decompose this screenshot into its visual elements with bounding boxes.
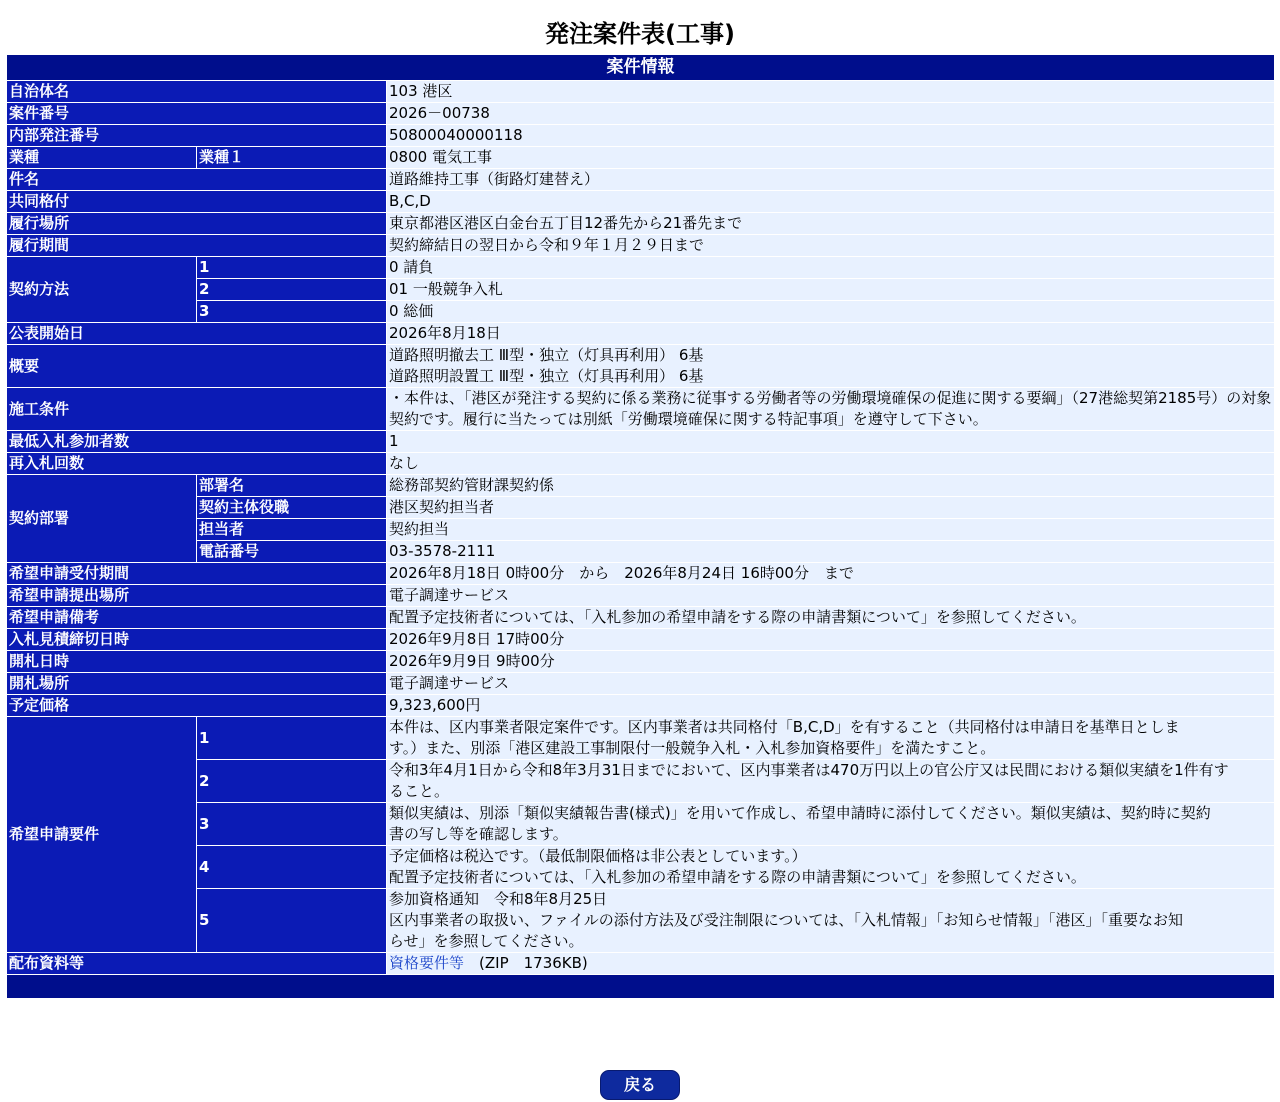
value-construction-conditions: ・本件は、「港区が発注する契約に係る業務に従事する労働者等の労働環境確保の促進に関する要綱」（27港総契第2185号）の対象契約です。履行に当たっては別紙「労働環境確保に関する特記事項」を遵守して下さい。 xyxy=(387,388,1275,431)
contract-dept-sublabel: 部署名 xyxy=(197,475,387,497)
label-municipality: 自治体名 xyxy=(7,81,387,103)
row-case-number xyxy=(7,103,1275,125)
row-location xyxy=(7,213,1275,235)
label-min-bidders: 最低入札参加者数 xyxy=(7,431,387,453)
label-opening-place: 開札場所 xyxy=(7,673,387,695)
row-min-bidders xyxy=(7,431,1275,453)
requirement-line: ること。 xyxy=(389,782,450,800)
contract-dept-value: 総務部契約管財課契約係 xyxy=(387,475,1275,497)
materials-file-info: (ZIP 1736KB) xyxy=(464,954,588,972)
label-estimated-price: 予定価格 xyxy=(7,695,387,717)
label-construction-conditions: 施工条件 xyxy=(7,388,387,431)
label-opening-datetime: 開札日時 xyxy=(7,651,387,673)
requirement-value xyxy=(387,803,1275,846)
value-publish-date: 2026年8月18日 xyxy=(387,323,1275,345)
row-contract-method-3 xyxy=(7,301,1275,323)
label-application-notes: 希望申請備考 xyxy=(7,607,387,629)
label-requirements: 希望申請要件 xyxy=(7,717,197,953)
requirement-line: 参加資格通知 令和8年8月25日 xyxy=(389,890,608,908)
row-application-period xyxy=(7,563,1275,585)
value-estimated-price: 9,323,600円 xyxy=(387,695,1275,717)
contract-dept-sublabel: 契約主体役職 xyxy=(197,497,387,519)
value-application-place: 電子調達サービス xyxy=(387,585,1275,607)
value-application-period: 2026年8月18日 0時00分 から 2026年8月24日 16時00分 まで xyxy=(387,563,1275,585)
value-case-number: 2026－00738 xyxy=(387,103,1275,125)
contract-dept-sublabel: 電話番号 xyxy=(197,541,387,563)
row-rebid-count xyxy=(7,453,1275,475)
requirement-no: 3 xyxy=(197,803,387,846)
case-info-table xyxy=(6,54,1275,999)
value-period: 契約締結日の翌日から令和９年１月２９日まで xyxy=(387,235,1275,257)
contract-method-no: 2 xyxy=(197,279,387,301)
sublabel-industry: 業種１ xyxy=(197,147,387,169)
label-internal-number: 内部発注番号 xyxy=(7,125,387,147)
section-title: 案件情報 xyxy=(7,55,1275,81)
requirement-no: 5 xyxy=(197,889,387,953)
requirement-no: 2 xyxy=(197,760,387,803)
value-rebid-count: なし xyxy=(387,453,1275,475)
requirement-line: 予定価格は税込です。（最低制限価格は非公表としています。） xyxy=(389,847,807,865)
label-rebid-count: 再入札回数 xyxy=(7,453,387,475)
requirement-line: 本件は、区内事業者限定案件です。区内事業者は共同格付「B,C,D」を有すること（共同格付は申請日を基準日としま xyxy=(389,718,1180,736)
label-materials: 配布資料等 xyxy=(7,953,387,975)
value-overview xyxy=(387,345,1275,388)
label-overview: 概要 xyxy=(7,345,387,388)
requirement-no: 1 xyxy=(197,717,387,760)
value-internal-number: 50800040000118 xyxy=(387,125,1275,147)
label-contract-dept: 契約部署 xyxy=(7,475,197,563)
value-opening-datetime: 2026年9月9日 9時00分 xyxy=(387,651,1275,673)
row-construction-conditions xyxy=(7,388,1275,431)
row-requirement-3 xyxy=(7,803,1275,846)
row-estimated-price xyxy=(7,695,1275,717)
contract-dept-value: 契約担当 xyxy=(387,519,1275,541)
contract-dept-value: 港区契約担当者 xyxy=(387,497,1275,519)
row-contract-method-2 xyxy=(7,279,1275,301)
row-bid-deadline xyxy=(7,629,1275,651)
requirement-line: 区内事業者の取扱い、ファイルの添付方法及び受注制限については、「入札情報」「お知らせ情報」「港区」「重要なお知 xyxy=(389,911,1183,929)
row-industry xyxy=(7,147,1275,169)
requirement-value xyxy=(387,717,1275,760)
label-industry: 業種 xyxy=(7,147,197,169)
requirement-line: 類似実績は、別添「類似実績報告書(様式)」を用いて作成し、希望申請時に添付してください。類似実績は、契約時に契約 xyxy=(389,804,1211,822)
row-subject xyxy=(7,169,1275,191)
label-period: 履行期間 xyxy=(7,235,387,257)
label-location: 履行場所 xyxy=(7,213,387,235)
overview-line: 道路照明設置工 Ⅲ型・独立（灯具再利用） 6基 xyxy=(389,367,704,385)
value-materials xyxy=(387,953,1275,975)
materials-download-link[interactable]: 資格要件等 xyxy=(389,954,465,972)
requirement-value xyxy=(387,760,1275,803)
row-contract-dept-2 xyxy=(7,497,1275,519)
contract-method-value: 0 請負 xyxy=(387,257,1275,279)
row-contract-dept-1 xyxy=(7,475,1275,497)
row-municipality xyxy=(7,81,1275,103)
contract-method-value: 01 一般競争入札 xyxy=(387,279,1275,301)
row-internal-number xyxy=(7,125,1275,147)
value-opening-place: 電子調達サービス xyxy=(387,673,1275,695)
row-overview xyxy=(7,345,1275,388)
row-opening-datetime xyxy=(7,651,1275,673)
row-contract-dept-4 xyxy=(7,541,1275,563)
row-requirement-4 xyxy=(7,846,1275,889)
back-button[interactable]: 戻る xyxy=(600,1070,680,1100)
value-min-bidders: 1 xyxy=(387,431,1275,453)
value-bid-deadline: 2026年9月8日 17時00分 xyxy=(387,629,1275,651)
requirement-no: 4 xyxy=(197,846,387,889)
label-subject: 件名 xyxy=(7,169,387,191)
value-application-notes: 配置予定技術者については、「入札参加の希望申請をする際の申請書類について」を参照してください。 xyxy=(387,607,1275,629)
overview-line: 道路照明撤去工 Ⅲ型・独立（灯具再利用） 6基 xyxy=(389,346,704,364)
label-contract-method: 契約方法 xyxy=(7,257,197,323)
label-joint-grade: 共同格付 xyxy=(7,191,387,213)
row-publish-date xyxy=(7,323,1275,345)
requirement-line: らせ」を参照してください。 xyxy=(389,932,584,950)
contract-method-value: 0 総価 xyxy=(387,301,1275,323)
label-case-number: 案件番号 xyxy=(7,103,387,125)
row-requirement-2 xyxy=(7,760,1275,803)
row-materials xyxy=(7,953,1275,975)
row-application-notes xyxy=(7,607,1275,629)
row-joint-grade xyxy=(7,191,1275,213)
value-location: 東京都港区港区白金台五丁目12番先から21番先まで xyxy=(387,213,1275,235)
requirement-value xyxy=(387,846,1275,889)
requirement-line: 令和3年4月1日から令和8年3月31日までにおいて、区内事業者は470万円以上の官公庁又は民間における類似実績を1件有す xyxy=(389,761,1229,779)
requirement-value xyxy=(387,889,1275,953)
contract-dept-value: 03-3578-2111 xyxy=(387,541,1275,563)
value-municipality: 103 港区 xyxy=(387,81,1275,103)
contract-method-no: 3 xyxy=(197,301,387,323)
requirement-line: 配置予定技術者については、「入札参加の希望申請をする際の申請書類について」を参照してください。 xyxy=(389,868,1086,886)
table-footer-bar xyxy=(7,975,1275,999)
value-subject: 道路維持工事（街路灯建替え） xyxy=(387,169,1275,191)
row-contract-dept-3 xyxy=(7,519,1275,541)
label-application-period: 希望申請受付期間 xyxy=(7,563,387,585)
row-requirement-1 xyxy=(7,717,1275,760)
row-contract-method-1 xyxy=(7,257,1275,279)
page-title: 発注案件表(工事) xyxy=(545,20,735,48)
row-application-place xyxy=(7,585,1275,607)
row-requirement-5 xyxy=(7,889,1275,953)
label-publish-date: 公表開始日 xyxy=(7,323,387,345)
contract-dept-sublabel: 担当者 xyxy=(197,519,387,541)
label-application-place: 希望申請提出場所 xyxy=(7,585,387,607)
row-period xyxy=(7,235,1275,257)
requirement-line: 書の写し等を確認します。 xyxy=(389,825,568,843)
contract-method-no: 1 xyxy=(197,257,387,279)
row-opening-place xyxy=(7,673,1275,695)
label-bid-deadline: 入札見積締切日時 xyxy=(7,629,387,651)
value-joint-grade: B,C,D xyxy=(387,191,1275,213)
value-industry: 0800 電気工事 xyxy=(387,147,1275,169)
requirement-line: す。）また、別添「港区建設工事制限付一般競争入札・入札参加資格要件」を満たすこと。 xyxy=(389,739,996,757)
